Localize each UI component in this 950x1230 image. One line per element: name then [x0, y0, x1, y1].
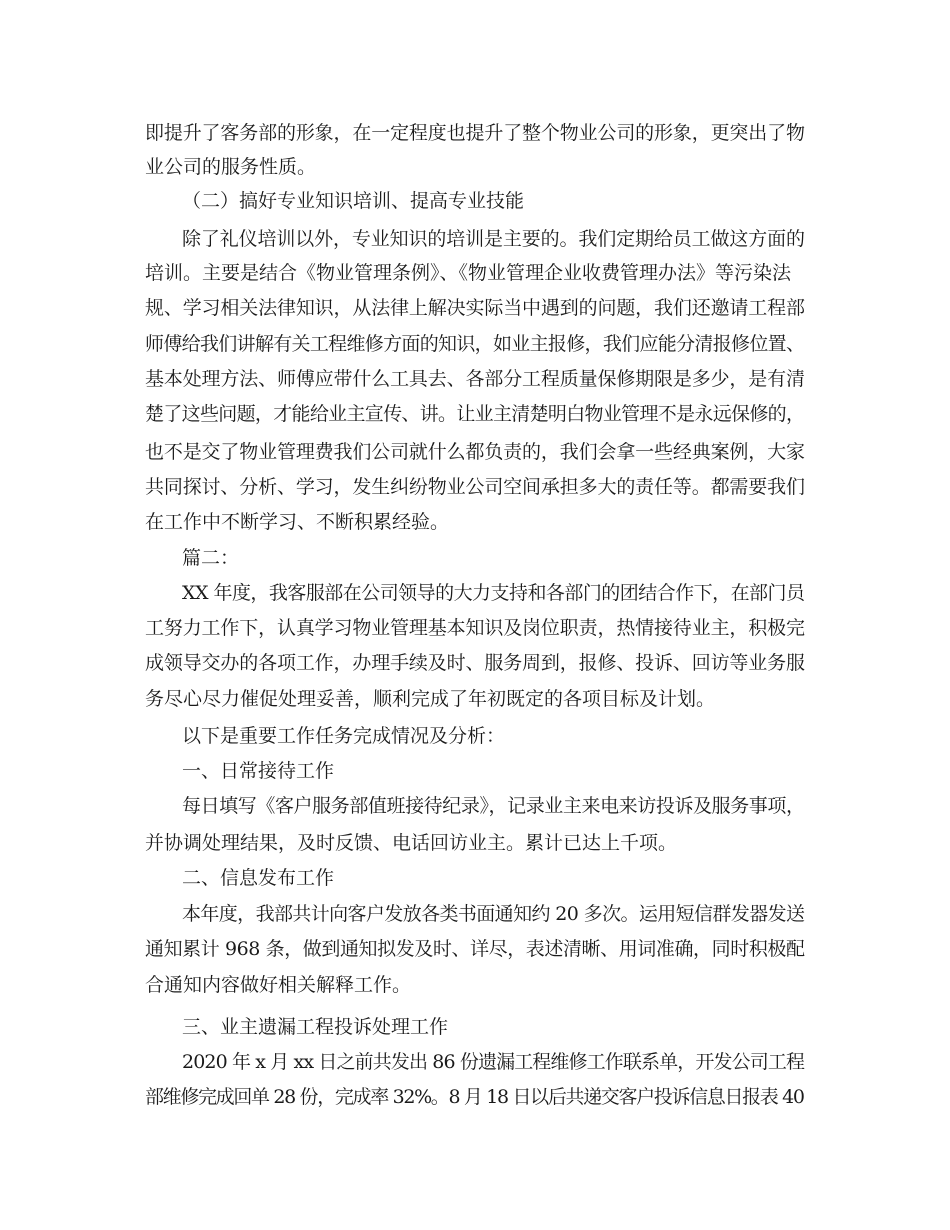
line-text: 除了礼仪培训以外，专业知识的培训是主要的。我们定期给员工做这方面的	[182, 228, 805, 250]
line-text: 本年度，我部共计向客户发放各类书面通知约 20 多次。运用短信群发器发送	[182, 903, 805, 925]
line-text: 基本处理方法、师傅应带什么工具去、各部分工程质量保修期限是多少，是有清	[145, 368, 805, 390]
section-heading	[0, 1010, 950, 1044]
text-line	[0, 682, 950, 716]
section-heading	[0, 861, 950, 895]
text-line	[0, 646, 950, 680]
line-text: （二）搞好专业知识培训、提高专业技能	[182, 190, 525, 212]
line-text: 篇二：	[182, 547, 240, 569]
text-line	[0, 719, 950, 753]
line-text: 培训。主要是结合《物业管理条例》、《物业管理企业收费管理办法》等污染法	[145, 262, 792, 284]
line-text: 一、日常接待工作	[182, 760, 335, 782]
line-text: 通知累计 968 条，做到通知拟发及时、详尽，表述清晰、用词准确，同时积极配	[145, 938, 805, 960]
line-text: 楚了这些问题，才能给业主宣传、讲。让业主清楚明白物业管理不是永远保修的，	[145, 403, 805, 425]
line-text: 部维修完成回单 28 份，完成率 32%。8 月 18 日以后共递交客户投诉信息日报表 40	[145, 1086, 804, 1108]
line-text: 合通知内容做好相关解释工作。	[145, 974, 412, 996]
line-text: 2020 年 x 月 xx 日之前共发出 86 份遗漏工程维修工作联系单，开发公司工程	[182, 1051, 805, 1073]
text-line	[0, 1045, 950, 1079]
text-line	[0, 435, 950, 469]
text-line	[0, 576, 950, 610]
line-text: 以下是重要工作任务完成情况及分析：	[182, 725, 506, 747]
line-text: 即提升了客务部的形象，在一定程度也提升了整个物业公司的形象，更突出了物	[145, 122, 805, 144]
text-line	[0, 826, 950, 860]
line-text: 成领导交办的各项工作，办理手续及时、服务周到，报修、投诉、回访等业务服	[145, 652, 805, 674]
text-line	[0, 968, 950, 1002]
text-line	[0, 362, 950, 396]
text-line	[0, 256, 950, 290]
section-heading	[0, 184, 950, 218]
section-heading	[0, 754, 950, 788]
line-text: 每日填写《客户服务部值班接待纪录》，记录业主来电来访投诉及服务事项，	[182, 795, 805, 817]
line-text: XX 年度，我客服部在公司领导的大力支持和各部门的团结合作下，在部门员	[182, 582, 805, 604]
line-text: 三、业主遗漏工程投诉处理工作	[182, 1016, 449, 1038]
text-line	[0, 505, 950, 539]
text-line	[0, 397, 950, 431]
section-heading	[0, 541, 950, 575]
text-line	[0, 789, 950, 823]
text-line	[0, 222, 950, 256]
text-line	[0, 1080, 950, 1114]
text-line	[0, 116, 950, 150]
text-line	[0, 291, 950, 325]
line-text: 在工作中不断学习、不断积累经验。	[145, 511, 450, 533]
line-text: 并协调处理结果，及时反馈、电话回访业主。累计已达上千项。	[145, 832, 678, 854]
line-text: 业公司的服务性质。	[145, 156, 317, 178]
line-text: 工努力工作下，认真学习物业管理基本知识及岗位职责，热情接待业主，积极完	[145, 617, 805, 639]
line-text: 二、信息发布工作	[182, 867, 335, 889]
line-text: 务尽心尽力催促处理妥善，顺利完成了年初既定的各项目标及计划。	[145, 688, 716, 710]
text-line	[0, 611, 950, 645]
line-text: 也不是交了物业管理费我们公司就什么都负责的，我们会拿一些经典案例，大家	[145, 441, 805, 463]
line-text: 共同探讨、分析、学习，发生纠纷物业公司空间承担多大的责任等。都需要我们	[145, 476, 805, 498]
text-line	[0, 470, 950, 504]
text-line	[0, 897, 950, 931]
text-line	[0, 932, 950, 966]
line-text: 师傅给我们讲解有关工程维修方面的知识，如业主报修，我们应能分清报修位置、	[145, 333, 805, 355]
line-text: 规、学习相关法律知识，从法律上解决实际当中遇到的问题，我们还邀请工程部	[145, 297, 805, 319]
text-line	[0, 150, 950, 184]
text-line	[0, 327, 950, 361]
